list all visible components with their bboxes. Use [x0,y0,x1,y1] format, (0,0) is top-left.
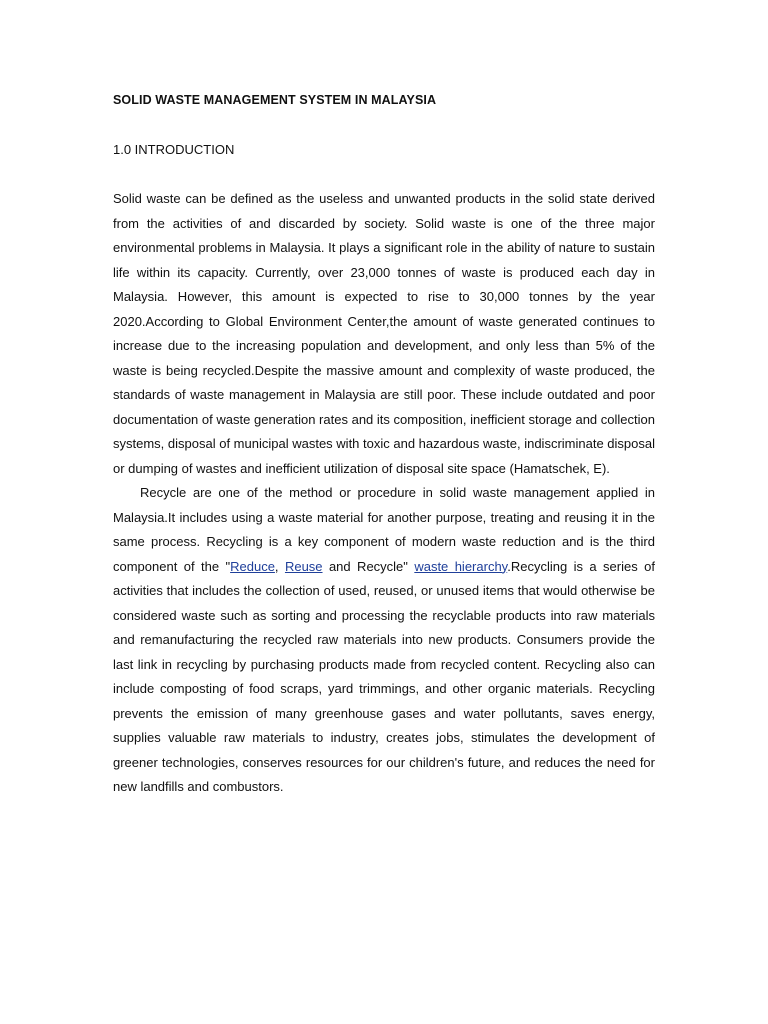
link-reduce[interactable]: Reduce [230,558,275,574]
paragraph-recycling [113,481,655,800]
link-waste-hierarchy[interactable]: waste hierarchy [414,558,508,574]
paragraph-recycling-separator: , [274,558,285,574]
document-body [113,187,655,800]
paragraph-recycling-text-1: Recycle are one of the method or procedure in solid waste management applied in Malaysia.It includes using a waste material for another purpose, treating and reusing it in the same process. Recycling is a key component of modern waste reduction and is the third component of the " [113,485,655,574]
document-title: SOLID WASTE MANAGEMENT SYSTEM IN MALAYSIA [113,93,437,107]
paragraph-intro: Solid waste can be defined as the useless and unwanted products in the solid state derived from the activities of and discarded by society. Solid waste is one of the three major environmental problems in Malaysia. It plays a significant role in the ability of nature to sustain life within its capacity. Currently, over 23,000 tonnes of waste is produced each day in Malaysia. However, this amount is expected to rise to 30,000 tonnes by the year 2020.According to Global Environment Center,the amount of waste generated continues to increase due to the increasing population and development, and only less than 5% of the waste is being recycled.Despite the massive amount and complexity of waste produced, the standards of waste management in Malaysia are still poor. These include outdated and poor documentation of waste generation rates and its composition, inefficient storage and collection systems, disposal of municipal wastes with toxic and hazardous waste, indiscriminate disposal or dumping of wastes and inefficient utilization of disposal site space (Hamatschek, E). [113,191,655,476]
paragraph-recycling-text-3: .Recycling is a series of activities that includes the collection of used, reused, or unused items that would otherwise be considered waste such as sorting and processing the recyclable products into raw materials and remanufacturing the recycled raw materials into new products. Consumers provide the last link in recycling by purchasing products made from recycled content. Recycling also can include composting of food scraps, yard trimmings, and other organic materials. Recycling prevents the emission of many greenhouse gases and water pollutants, saves energy, supplies valuable raw materials to industry, creates jobs, stimulates the development of greener technologies, conserves resources for our children's future, and reduces the need for new landfills and combustors. [113,558,655,794]
paragraph-recycling-text-2: and Recycle" [322,558,415,574]
link-reuse[interactable]: Reuse [284,558,323,574]
section-heading: 1.0 INTRODUCTION [113,142,235,157]
